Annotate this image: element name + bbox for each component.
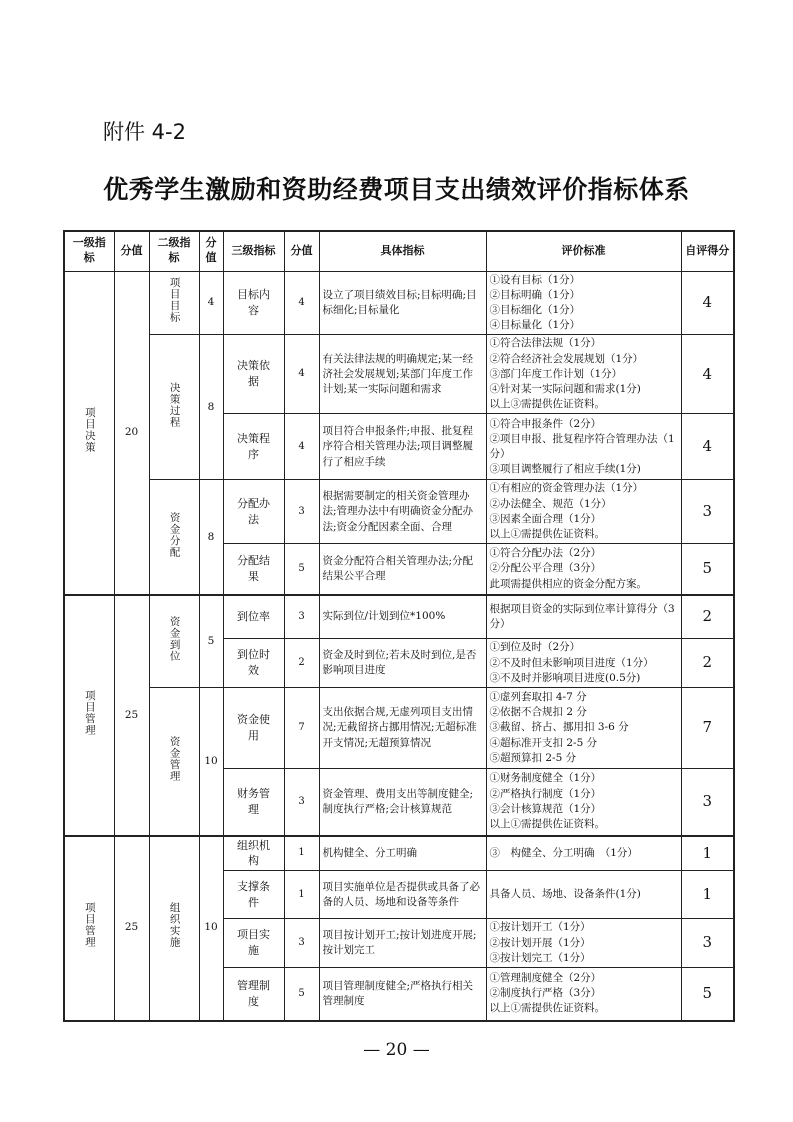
level2-score: 10 <box>199 688 223 836</box>
self-score: 4 <box>681 414 734 480</box>
level2-indicator <box>149 595 199 688</box>
criteria-line: 以上①需提供佐证资料。 <box>489 817 605 830</box>
column-header: 分值 <box>284 231 319 271</box>
level2-indicator-text: 项目目标 <box>168 277 181 324</box>
self-score: 5 <box>681 544 734 595</box>
criteria-line: ②项目申报、批复程序符合管理办法（1分） <box>489 432 675 460</box>
level3-score: 1 <box>284 871 319 919</box>
specific-indicator: 根据需要制定的相关资金管理办法;管理办法中有明确资金分配办法;资金分配因素全面、合理 <box>319 480 486 544</box>
criteria-line: ①设有目标（1分） <box>489 273 581 286</box>
level3-indicator: 决策程序 <box>223 414 284 480</box>
level1-indicator-text: 项目管理 <box>83 902 96 949</box>
column-header: 分值 <box>199 231 223 271</box>
level2-indicator <box>149 688 199 836</box>
table-row <box>64 335 734 414</box>
self-score: 4 <box>681 335 734 414</box>
level3-indicator: 到位时效 <box>223 639 284 688</box>
evaluation-criteria <box>486 919 681 968</box>
criteria-line: ④针对某一实际问题和需求(1分) <box>489 383 641 396</box>
level1-indicator <box>64 271 114 595</box>
self-score: 2 <box>681 595 734 639</box>
specific-indicator: 实际到位/计划到位*100% <box>319 595 486 639</box>
level3-score: 3 <box>284 480 319 544</box>
table-row <box>64 688 734 769</box>
criteria-line: ②符合经济社会发展规划（1分） <box>489 352 644 365</box>
specific-indicator: 项目实施单位是否提供或具备了必备的人员、场地和设备等条件 <box>319 871 486 919</box>
level3-score: 1 <box>284 836 319 871</box>
self-score: 3 <box>681 769 734 836</box>
level2-score: 10 <box>199 836 223 1021</box>
evaluation-criteria <box>486 871 681 919</box>
criteria-line: ②严格执行制度（1分） <box>489 787 602 800</box>
attachment-label: 附件 4-2 <box>103 120 186 144</box>
table-row <box>64 480 734 544</box>
level2-score: 8 <box>199 335 223 480</box>
level3-score: 3 <box>284 919 319 968</box>
evaluation-criteria <box>486 414 681 480</box>
level3-indicator: 分配结果 <box>223 544 284 595</box>
criteria-line: 根据项目资金的实际到位率计算得分（3分） <box>489 602 675 631</box>
criteria-line: 以上①需提供佐证资料。 <box>489 528 605 541</box>
criteria-line: ②分配公平合理（3分） <box>489 562 602 575</box>
table-row <box>64 271 734 335</box>
self-score: 3 <box>681 480 734 544</box>
level3-indicator: 管理制度 <box>223 968 284 1021</box>
self-score: 4 <box>681 271 734 335</box>
level2-indicator <box>149 836 199 1021</box>
criteria-line: 此项需提供相应的资金分配方案。 <box>489 577 647 590</box>
evaluation-criteria <box>486 271 681 335</box>
level3-indicator: 目标内容 <box>223 271 284 335</box>
criteria-line: ③因素全面合理（1分） <box>489 512 602 525</box>
level2-indicator-text: 资金管理 <box>168 735 181 782</box>
criteria-line: ①到位及时（2分） <box>489 641 581 654</box>
level3-indicator: 到位率 <box>223 595 284 639</box>
evaluation-criteria <box>486 639 681 688</box>
criteria-line: ②目标明确（1分） <box>489 288 581 301</box>
page-number: — 20 — <box>363 1040 430 1060</box>
criteria-line: ④超标准开支扣 2-5 分 <box>489 736 598 749</box>
level3-indicator: 决策依据 <box>223 335 284 414</box>
self-score: 7 <box>681 688 734 769</box>
specific-indicator: 设立了项目绩效目标;目标明确;目标细化;目标量化 <box>319 271 486 335</box>
criteria-line: 以上①需提供佐证资料。 <box>489 1002 605 1015</box>
evaluation-criteria <box>486 769 681 836</box>
level1-score: 25 <box>114 836 149 1021</box>
column-header: 三级指标 <box>223 231 284 271</box>
criteria-line: ①虚列套取扣 4-7 分 <box>489 690 587 703</box>
column-header: 二级指标 <box>149 231 199 271</box>
level3-score: 3 <box>284 769 319 836</box>
evaluation-criteria <box>486 968 681 1021</box>
level2-indicator-text: 资金到位 <box>168 615 181 662</box>
criteria-line: ③项目调整履行了相应手续(1分) <box>489 463 641 476</box>
criteria-line: ②依据不合规扣 2 分 <box>489 706 587 719</box>
specific-indicator: 资金分配符合相关管理办法;分配结果公平合理 <box>319 544 486 595</box>
level2-score: 4 <box>199 271 223 335</box>
level2-indicator-text: 决策过程 <box>168 381 181 428</box>
evaluation-criteria <box>486 544 681 595</box>
level3-indicator: 资金使用 <box>223 688 284 769</box>
indicator-table <box>63 230 735 1022</box>
evaluation-criteria <box>486 836 681 871</box>
self-score: 1 <box>681 836 734 871</box>
level1-indicator <box>64 836 114 1021</box>
self-score: 1 <box>681 871 734 919</box>
column-header: 一级指标 <box>64 231 114 271</box>
level1-score: 25 <box>114 595 149 836</box>
criteria-line: ③截留、挤占、挪用扣 3-6 分 <box>489 721 629 734</box>
criteria-line: ③不及时并影响项目进度(0.5分) <box>489 671 641 684</box>
evaluation-criteria <box>486 688 681 769</box>
specific-indicator: 支出依据合规,无虚列项目支出情况;无截留挤占挪用情况;无超标准开支情况;无超预算情况 <box>319 688 486 769</box>
level1-indicator <box>64 595 114 836</box>
level1-indicator-text: 项目决策 <box>83 407 96 454</box>
level3-indicator: 分配办法 <box>223 480 284 544</box>
level3-score: 4 <box>284 335 319 414</box>
level2-score: 8 <box>199 480 223 595</box>
level3-score: 5 <box>284 968 319 1021</box>
specific-indicator: 项目管理制度健全;严格执行相关管理制度 <box>319 968 486 1021</box>
criteria-line: ①符合法律法规（1分） <box>489 337 602 350</box>
level2-indicator <box>149 271 199 335</box>
criteria-line: 以上③需提供佐证资料。 <box>489 398 605 411</box>
level2-indicator-text: 组织实施 <box>168 902 181 949</box>
level2-indicator-text: 资金分配 <box>168 511 181 558</box>
column-header: 分值 <box>114 231 149 271</box>
level3-indicator: 组织机构 <box>223 836 284 871</box>
evaluation-criteria <box>486 480 681 544</box>
level2-score: 5 <box>199 595 223 688</box>
specific-indicator: 有关法律法规的明确规定;某一经济社会发展规划;某部门年度工作计划;某一实际问题和需求 <box>319 335 486 414</box>
table-row <box>64 595 734 639</box>
level3-score: 2 <box>284 639 319 688</box>
evaluation-criteria <box>486 595 681 639</box>
self-score: 5 <box>681 968 734 1021</box>
specific-indicator: 项目符合申报条件;申报、批复程序符合相关管理办法;项目调整履行了相应手续 <box>319 414 486 480</box>
criteria-line: ②按计划开展（1分） <box>489 936 591 949</box>
criteria-line: ③目标细化（1分） <box>489 303 581 316</box>
column-header: 评价标准 <box>486 231 681 271</box>
criteria-line: ③部门年度工作计划（1分） <box>489 367 623 380</box>
criteria-line: ②办法健全、规范（1分） <box>489 497 612 510</box>
column-header: 具体指标 <box>319 231 486 271</box>
criteria-line: ③会计核算规范（1分） <box>489 802 602 815</box>
criteria-line: ⑤超预算扣 2-5 分 <box>489 751 577 764</box>
criteria-line: ①有相应的资金管理办法（1分） <box>489 482 644 495</box>
self-score: 2 <box>681 639 734 688</box>
criteria-line: ①财务制度健全（1分） <box>489 772 602 785</box>
specific-indicator: 项目按计划开工;按计划进度开展;按计划完工 <box>319 919 486 968</box>
level3-indicator: 支撑条件 <box>223 871 284 919</box>
evaluation-criteria <box>486 335 681 414</box>
column-header: 自评得分 <box>681 231 734 271</box>
level3-score: 7 <box>284 688 319 769</box>
criteria-line: ②不及时但未影响项目进度（1分） <box>489 656 654 669</box>
level3-indicator: 项目实施 <box>223 919 284 968</box>
criteria-line: ①按计划开工（1分） <box>489 921 591 934</box>
level3-score: 4 <box>284 414 319 480</box>
specific-indicator: 资金及时到位;若未及时到位,是否影响项目进度 <box>319 639 486 688</box>
criteria-line: ①符合申报条件（2分） <box>489 417 602 430</box>
level3-score: 5 <box>284 544 319 595</box>
self-score: 3 <box>681 919 734 968</box>
criteria-line: ①符合分配办法（2分） <box>489 547 602 560</box>
level1-indicator-text: 项目管理 <box>83 689 96 736</box>
level2-indicator <box>149 335 199 480</box>
specific-indicator: 机构健全、分工明确 <box>319 836 486 871</box>
level3-score: 4 <box>284 271 319 335</box>
specific-indicator: 资金管理、费用支出等制度健全;制度执行严格;会计核算规范 <box>319 769 486 836</box>
level3-score: 3 <box>284 595 319 639</box>
level2-indicator <box>149 480 199 595</box>
criteria-line: ①管理制度健全（2分） <box>489 971 602 984</box>
criteria-line: 具备人员、场地、设备条件(1分) <box>489 888 641 901</box>
level3-indicator: 财务管理 <box>223 769 284 836</box>
table-row <box>64 836 734 871</box>
document-title: 优秀学生激励和资助经费项目支出绩效评价指标体系 <box>103 175 690 204</box>
criteria-line: ④目标量化（1分） <box>489 319 581 332</box>
criteria-line: ②制度执行严格（3分） <box>489 987 602 1000</box>
criteria-line: ③按计划完工（1分） <box>489 951 591 964</box>
level1-score: 20 <box>114 271 149 595</box>
criteria-line: ③ 构健全、分工明确 （1分） <box>489 846 638 859</box>
